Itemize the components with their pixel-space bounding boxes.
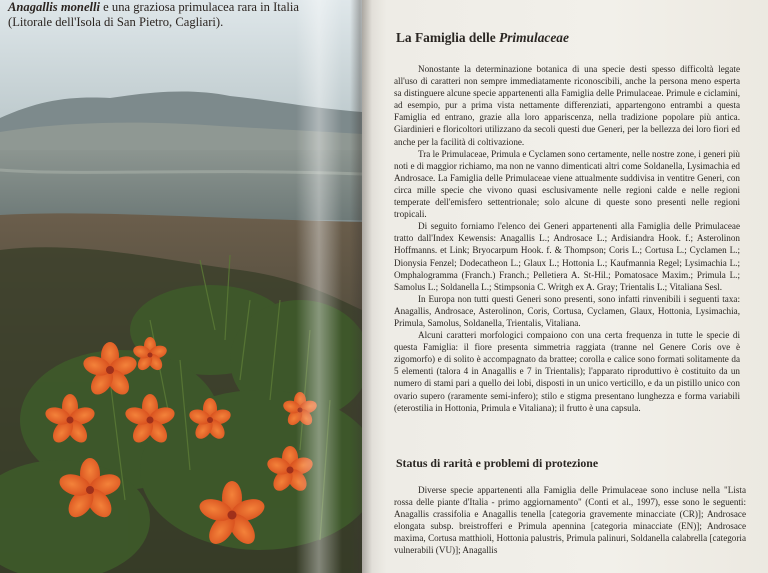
paragraph-intro: Nonostante la determinazione botanica di una specie desti spesso difficoltà legate all'uso di caratteri non sempre immediatamente riconoscibili, anche la persona meno esperta sa distinguere alcune specie appartenenti alla Famiglia delle Primulaceae. Primule e ciclamini, ad esempio, pur a prima vista nettamente differenziati, appartengono entrambi a questa Famiglia ed entrano, grazie alla loro appariscenza, nella tradizione popolare più antica. Giardinieri e floricoltori utilizzano da secoli questi due Generi, per la bellezza dei loro fiori ed anche per la facilità di coltivazione. <box>394 64 740 147</box>
right-page-text <box>362 0 768 573</box>
flower-photograph <box>0 0 362 573</box>
photo-caption <box>8 0 338 29</box>
section-heading-status: Status di rarità e problemi di protezione <box>396 456 599 470</box>
section-heading-family: La Famiglia delle Primulaceae <box>396 30 569 45</box>
caption-location: (Litorale dell'Isola di San Pietro, Cagliari). <box>8 14 224 29</box>
caption-species: Anagallis monelli <box>8 0 101 14</box>
paragraph-status: Diverse specie appartenenti alla Famiglia delle Primulaceae sono incluse nella "Lista rossa delle piante d'Italia - primo aggiornamento" (Conti et al., 1997), esse sono le seguenti: Anagallis crassifolia e Anagallis tenella [categoria gravemente minacciate (CR)]; Androsace elongata subsp. breistrofferi e Primula apennina [categoria minacciate (EN)]; Androsace maxima, Cortusa matthioli, Hottonia palustris, Primula palinuri, Soldanella calabrella [categoria vulnerabili (VU)]; Anagallis <box>394 485 746 556</box>
paragraph-index-kewensis: Di seguito forniamo l'elenco dei Generi appartenenti alla Famiglia delle Primulaceae tratto dall'Index Kewensis: Anagallis L.; Androsace L.; Ardisiandra Hook. f.; Asterolinon Hoffmanns. et Link; Bryocarpum Hook. f. & Thompson; Coris L.; Cortusa L.; Cyclamen L.; Dionysia Fenzel; Dodecatheon L.; Glaux L.; Hottonia L.; Kaufmannia Regel; Lysimachia L.; Omphalogramma (Franch.) Franch.; Pelletiera A. St-Hil.; Pomatosace Maxim.; Primula L.; Samolus L.; Soldanella L.; Stimpsonia C. Writgh ex A. Gray; Trientalis L.; Vitaliana Sesl. <box>394 221 740 292</box>
paragraph-genera: Tra le Primulaceae, Primula e Cyclamen sono certamente, nelle nostre zone, i generi più noti e di maggior richiamo, ma non ne vanno dimenticati altri come Soldanella, Lysimachia ed Androsace. La Famiglia delle Primulaceae viene attualmente suddivisa in ventitre Generi, con circa mille specie che vivono quasi esclusivamente nelle regioni calde e nelle regioni temperate dell'emisfero settentrionale; solo alcune di queste sono presenti nelle regioni tropicali. <box>394 148 740 220</box>
book-gutter <box>350 0 372 573</box>
body-text <box>394 63 740 414</box>
paragraph-morphology: Alcuni caratteri morfologici compaiono con una certa frequenza in tutte le specie di questa Famiglia: il fiore presenta simmetria raggiata (tranne nel Genere Coris ove è zigomorfo) e di solito è accompagnato da brattee; corolla e calice sono formati solitamente da 5 elementi (talora 4 in Anagallis e 7 in Trientalis); l'apparato riproduttivo è costituito da un numero di stami pari a quello dei lobi, disposti in un unico verticillo, e da un pistillo unico con ovario supero (raramente semi-infero); stilo e stigma presentano lunghezza e forma variabili (eterostilia in Hottonia, Primula e Vitaliana); il frutto è una capsula. <box>394 330 740 413</box>
left-page-photo <box>0 0 362 573</box>
caption-line1-rest: e una graziosa primulacea rara in Italia <box>100 0 299 14</box>
paragraph-europe: In Europa non tutti questi Generi sono presenti, sono infatti rinvenibili i seguenti taxa: Anagallis, Androsace, Asterolinon, Coris, Cortusa, Cyclamen, Glaux, Hottonia, Lysimachia, Primula, Samolus, Soldanella, Trientalis, Vitaliana. <box>394 293 740 328</box>
body-text-status <box>394 484 746 557</box>
